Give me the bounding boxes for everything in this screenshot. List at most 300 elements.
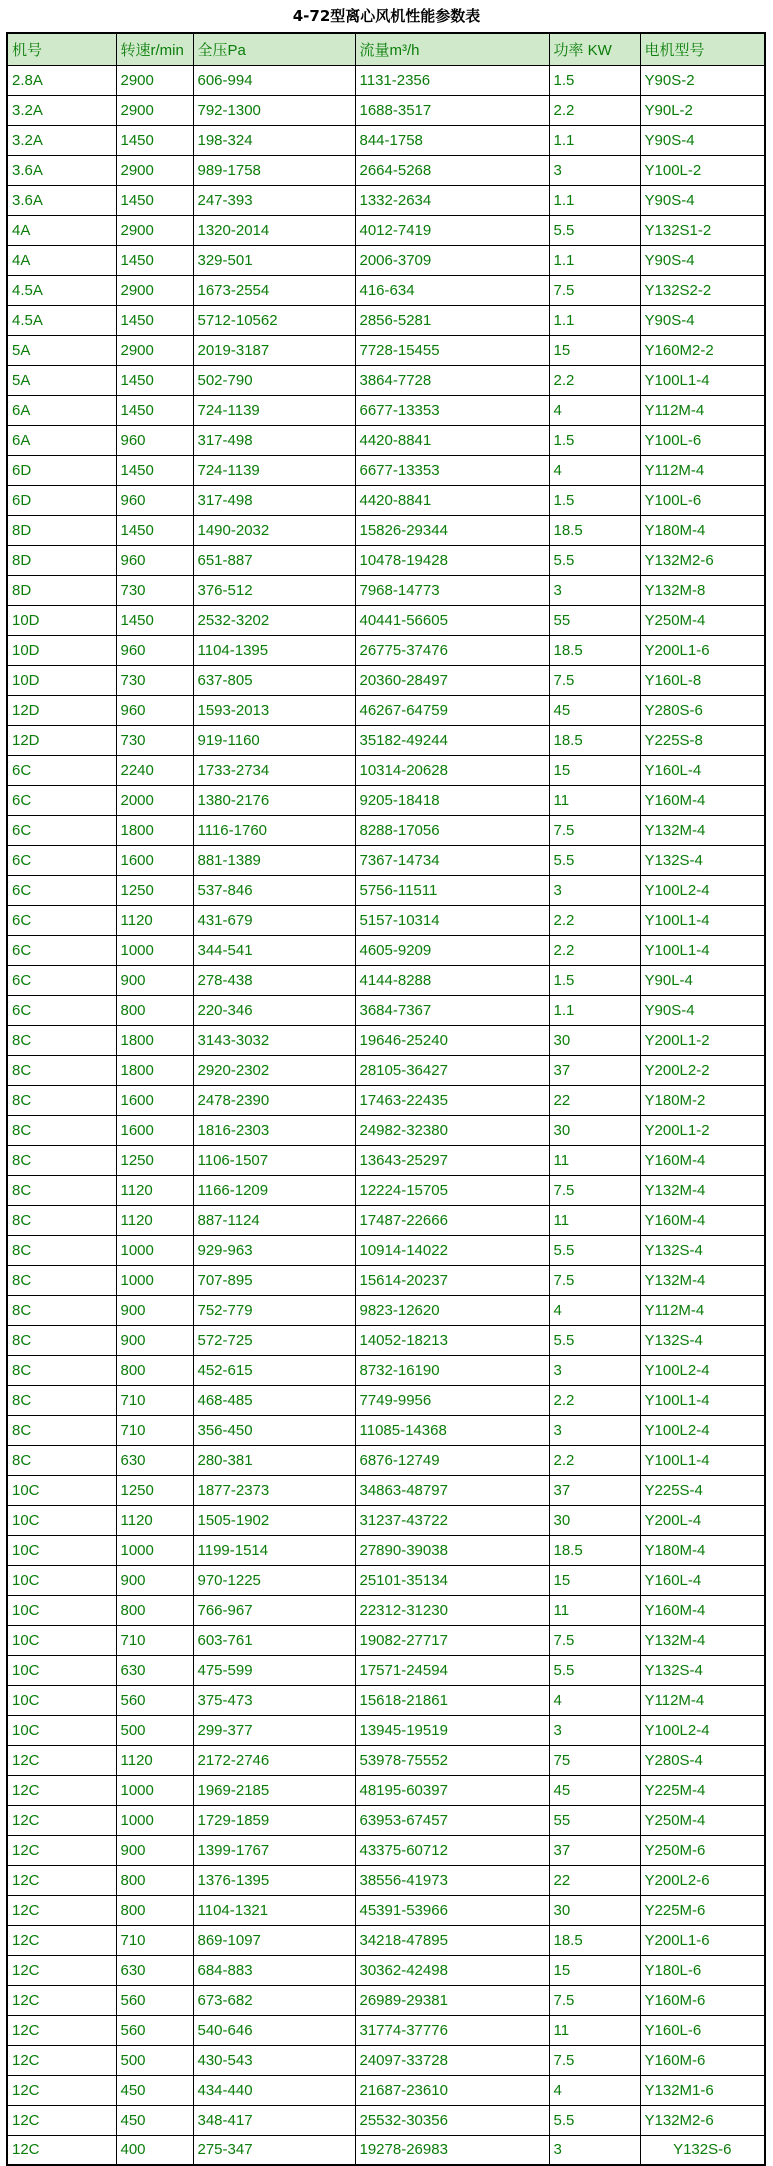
cell-motor: Y132S-4 (640, 1325, 765, 1355)
cell-motor: Y200L-4 (640, 1505, 765, 1535)
table-row (7, 2015, 765, 2045)
cell-pressure: 887-1124 (193, 1205, 355, 1235)
cell-pressure: 1969-2185 (193, 1775, 355, 1805)
cell-speed: 1000 (116, 1805, 193, 1835)
table-row (7, 1535, 765, 1565)
cell-flow: 7728-15455 (355, 335, 549, 365)
cell-motor: Y132M-4 (640, 1175, 765, 1205)
cell-model: 8C (7, 1055, 116, 1085)
cell-model: 6A (7, 425, 116, 455)
cell-pressure: 537-846 (193, 875, 355, 905)
table-row (7, 1385, 765, 1415)
cell-motor: Y100L-6 (640, 485, 765, 515)
cell-motor: Y160L-6 (640, 2015, 765, 2045)
table-row (7, 1295, 765, 1325)
cell-model: 3.6A (7, 185, 116, 215)
table-row (7, 1175, 765, 1205)
cell-pressure: 724-1139 (193, 455, 355, 485)
cell-power: 11 (549, 1145, 640, 1175)
cell-motor: Y250M-6 (640, 1835, 765, 1865)
cell-motor: Y160M-4 (640, 785, 765, 815)
cell-power: 3 (549, 875, 640, 905)
cell-model: 5A (7, 335, 116, 365)
table-row (7, 95, 765, 125)
table-head (7, 33, 765, 65)
cell-pressure: 280-381 (193, 1445, 355, 1475)
table-row (7, 875, 765, 905)
cell-speed: 2900 (116, 275, 193, 305)
table-row (7, 155, 765, 185)
cell-pressure: 1106-1507 (193, 1145, 355, 1175)
cell-model: 10C (7, 1685, 116, 1715)
cell-power: 3 (549, 1415, 640, 1445)
cell-motor: Y180M-4 (640, 515, 765, 545)
cell-power: 55 (549, 1805, 640, 1835)
cell-speed: 450 (116, 2105, 193, 2135)
table-row (7, 185, 765, 215)
cell-power: 22 (549, 1865, 640, 1895)
cell-pressure: 468-485 (193, 1385, 355, 1415)
table-row (7, 455, 765, 485)
cell-flow: 19278-26983 (355, 2135, 549, 2165)
cell-pressure: 970-1225 (193, 1565, 355, 1595)
table-row (7, 845, 765, 875)
cell-speed: 2900 (116, 155, 193, 185)
cell-flow: 35182-49244 (355, 725, 549, 755)
cell-power: 5.5 (549, 545, 640, 575)
cell-motor: Y132S-4 (640, 1655, 765, 1685)
cell-speed: 960 (116, 695, 193, 725)
cell-speed: 1600 (116, 845, 193, 875)
cell-speed: 450 (116, 2075, 193, 2105)
cell-motor: Y132M-4 (640, 815, 765, 845)
cell-flow: 19082-27717 (355, 1625, 549, 1655)
cell-pressure: 278-438 (193, 965, 355, 995)
cell-power: 2.2 (549, 1385, 640, 1415)
cell-pressure: 275-347 (193, 2135, 355, 2165)
cell-motor: Y280S-6 (640, 695, 765, 725)
cell-pressure: 572-725 (193, 1325, 355, 1355)
cell-flow: 63953-67457 (355, 1805, 549, 1835)
cell-flow: 4420-8841 (355, 485, 549, 515)
cell-power: 11 (549, 1205, 640, 1235)
cell-power: 4 (549, 455, 640, 485)
cell-motor: Y160M2-2 (640, 335, 765, 365)
cell-model: 12C (7, 1745, 116, 1775)
cell-model: 8C (7, 1175, 116, 1205)
table-row (7, 965, 765, 995)
table-row (7, 1325, 765, 1355)
cell-pressure: 502-790 (193, 365, 355, 395)
cell-speed: 1120 (116, 1175, 193, 1205)
cell-flow: 38556-41973 (355, 1865, 549, 1895)
cell-model: 8C (7, 1265, 116, 1295)
fan-parameters-table (6, 32, 766, 2166)
cell-flow: 2006-3709 (355, 245, 549, 275)
cell-model: 10C (7, 1475, 116, 1505)
cell-motor: Y100L2-4 (640, 875, 765, 905)
cell-speed: 1450 (116, 185, 193, 215)
cell-motor: Y132M-4 (640, 1265, 765, 1295)
cell-pressure: 329-501 (193, 245, 355, 275)
cell-motor: Y160L-4 (640, 755, 765, 785)
cell-flow: 21687-23610 (355, 2075, 549, 2105)
cell-pressure: 684-883 (193, 1955, 355, 1985)
cell-model: 12C (7, 1865, 116, 1895)
cell-model: 3.6A (7, 155, 116, 185)
table-row (7, 1415, 765, 1445)
cell-model: 8D (7, 515, 116, 545)
table-row (7, 1715, 765, 1745)
cell-motor: Y200L1-2 (640, 1025, 765, 1055)
cell-power: 3 (549, 575, 640, 605)
table-row (7, 515, 765, 545)
cell-motor: Y100L-6 (640, 425, 765, 455)
table-row (7, 575, 765, 605)
cell-pressure: 766-967 (193, 1595, 355, 1625)
cell-pressure: 2920-2302 (193, 1055, 355, 1085)
column-header-motor: 电机型号 (640, 33, 765, 65)
cell-pressure: 1104-1395 (193, 635, 355, 665)
cell-pressure: 344-541 (193, 935, 355, 965)
cell-motor: Y132M-4 (640, 1625, 765, 1655)
cell-power: 5.5 (549, 845, 640, 875)
cell-pressure: 1320-2014 (193, 215, 355, 245)
cell-flow: 27890-39038 (355, 1535, 549, 1565)
cell-model: 8D (7, 545, 116, 575)
cell-motor: Y100L1-4 (640, 365, 765, 395)
cell-power: 1.1 (549, 185, 640, 215)
cell-model: 8C (7, 1085, 116, 1115)
cell-speed: 1250 (116, 875, 193, 905)
cell-flow: 8732-16190 (355, 1355, 549, 1385)
cell-power: 30 (549, 1115, 640, 1145)
cell-speed: 710 (116, 1415, 193, 1445)
cell-flow: 416-634 (355, 275, 549, 305)
cell-flow: 6677-13353 (355, 455, 549, 485)
cell-power: 18.5 (549, 1925, 640, 1955)
table-row (7, 1145, 765, 1175)
cell-power: 7.5 (549, 275, 640, 305)
cell-power: 15 (549, 335, 640, 365)
cell-power: 11 (549, 2015, 640, 2045)
cell-model: 4.5A (7, 275, 116, 305)
cell-power: 11 (549, 1595, 640, 1625)
table-row (7, 665, 765, 695)
cell-speed: 900 (116, 1565, 193, 1595)
cell-model: 10D (7, 605, 116, 635)
table-row (7, 1205, 765, 1235)
cell-motor: Y200L2-2 (640, 1055, 765, 1085)
cell-flow: 6876-12749 (355, 1445, 549, 1475)
cell-speed: 1800 (116, 815, 193, 845)
table-row (7, 485, 765, 515)
cell-flow: 1131-2356 (355, 65, 549, 95)
cell-pressure: 651-887 (193, 545, 355, 575)
table-row (7, 815, 765, 845)
cell-pressure: 348-417 (193, 2105, 355, 2135)
cell-model: 10C (7, 1655, 116, 1685)
table-row (7, 1115, 765, 1145)
cell-motor: Y250M-4 (640, 605, 765, 635)
cell-speed: 1800 (116, 1055, 193, 1085)
cell-speed: 1120 (116, 1205, 193, 1235)
cell-pressure: 724-1139 (193, 395, 355, 425)
cell-power: 2.2 (549, 1445, 640, 1475)
cell-flow: 2856-5281 (355, 305, 549, 335)
cell-power: 2.2 (549, 95, 640, 125)
cell-model: 12C (7, 1985, 116, 2015)
cell-flow: 4420-8841 (355, 425, 549, 455)
cell-speed: 1450 (116, 455, 193, 485)
cell-motor: Y160L-8 (640, 665, 765, 695)
cell-motor: Y280S-4 (640, 1745, 765, 1775)
cell-model: 6C (7, 965, 116, 995)
cell-flow: 7968-14773 (355, 575, 549, 605)
cell-power: 1.1 (549, 125, 640, 155)
cell-pressure: 1505-1902 (193, 1505, 355, 1535)
cell-model: 6C (7, 815, 116, 845)
cell-speed: 730 (116, 575, 193, 605)
cell-flow: 20360-28497 (355, 665, 549, 695)
cell-model: 8C (7, 1145, 116, 1175)
cell-power: 7.5 (549, 1265, 640, 1295)
cell-flow: 34863-48797 (355, 1475, 549, 1505)
cell-speed: 900 (116, 1295, 193, 1325)
cell-motor: Y132S2-2 (640, 275, 765, 305)
cell-speed: 2900 (116, 215, 193, 245)
cell-flow: 43375-60712 (355, 1835, 549, 1865)
cell-speed: 2000 (116, 785, 193, 815)
cell-pressure: 2019-3187 (193, 335, 355, 365)
cell-motor: Y200L1-6 (640, 1925, 765, 1955)
cell-motor: Y225M-6 (640, 1895, 765, 1925)
cell-power: 45 (549, 1775, 640, 1805)
cell-power: 5.5 (549, 2105, 640, 2135)
cell-speed: 1000 (116, 1235, 193, 1265)
cell-power: 37 (549, 1835, 640, 1865)
table-row (7, 2075, 765, 2105)
cell-motor: Y90L-2 (640, 95, 765, 125)
cell-model: 12C (7, 1805, 116, 1835)
cell-speed: 900 (116, 1835, 193, 1865)
cell-flow: 7367-14734 (355, 845, 549, 875)
cell-power: 2.2 (549, 365, 640, 395)
cell-speed: 1450 (116, 245, 193, 275)
cell-model: 12C (7, 1895, 116, 1925)
cell-model: 10C (7, 1625, 116, 1655)
cell-speed: 1600 (116, 1085, 193, 1115)
cell-motor: Y132M1-6 (640, 2075, 765, 2105)
cell-model: 8D (7, 575, 116, 605)
cell-pressure: 637-805 (193, 665, 355, 695)
cell-speed: 800 (116, 995, 193, 1025)
cell-power: 18.5 (549, 725, 640, 755)
table-row (7, 635, 765, 665)
cell-motor: Y200L2-6 (640, 1865, 765, 1895)
cell-model: 4.5A (7, 305, 116, 335)
cell-pressure: 1380-2176 (193, 785, 355, 815)
cell-power: 15 (549, 1955, 640, 1985)
cell-model: 12C (7, 1925, 116, 1955)
cell-flow: 25101-35134 (355, 1565, 549, 1595)
cell-power: 30 (549, 1895, 640, 1925)
table-row (7, 905, 765, 935)
cell-pressure: 989-1758 (193, 155, 355, 185)
cell-pressure: 869-1097 (193, 1925, 355, 1955)
table-row (7, 395, 765, 425)
cell-pressure: 220-346 (193, 995, 355, 1025)
cell-power: 55 (549, 605, 640, 635)
table-row (7, 1055, 765, 1085)
cell-power: 15 (549, 755, 640, 785)
cell-power: 3 (549, 1715, 640, 1745)
cell-power: 22 (549, 1085, 640, 1115)
cell-pressure: 1166-1209 (193, 1175, 355, 1205)
cell-flow: 22312-31230 (355, 1595, 549, 1625)
cell-flow: 10478-19428 (355, 545, 549, 575)
table-row (7, 995, 765, 1025)
cell-speed: 960 (116, 545, 193, 575)
cell-pressure: 2532-3202 (193, 605, 355, 635)
cell-model: 6C (7, 785, 116, 815)
cell-speed: 630 (116, 1955, 193, 1985)
cell-speed: 800 (116, 1355, 193, 1385)
cell-motor: Y100L1-4 (640, 905, 765, 935)
cell-model: 8C (7, 1295, 116, 1325)
column-header-flow: 流量m³/h (355, 33, 549, 65)
cell-power: 4 (549, 1685, 640, 1715)
cell-model: 8C (7, 1415, 116, 1445)
cell-flow: 8288-17056 (355, 815, 549, 845)
cell-speed: 800 (116, 1865, 193, 1895)
cell-flow: 4144-8288 (355, 965, 549, 995)
table-row (7, 1355, 765, 1385)
table-row (7, 605, 765, 635)
cell-pressure: 376-512 (193, 575, 355, 605)
cell-pressure: 929-963 (193, 1235, 355, 1265)
cell-flow: 3684-7367 (355, 995, 549, 1025)
cell-flow: 5157-10314 (355, 905, 549, 935)
table-row (7, 1775, 765, 1805)
cell-speed: 1000 (116, 1535, 193, 1565)
cell-motor: Y100L1-4 (640, 1445, 765, 1475)
cell-pressure: 1376-1395 (193, 1865, 355, 1895)
cell-speed: 1000 (116, 935, 193, 965)
cell-pressure: 356-450 (193, 1415, 355, 1445)
cell-motor: Y160M-6 (640, 2045, 765, 2075)
cell-power: 37 (549, 1475, 640, 1505)
cell-model: 4A (7, 245, 116, 275)
cell-pressure: 606-994 (193, 65, 355, 95)
cell-flow: 17463-22435 (355, 1085, 549, 1115)
cell-speed: 630 (116, 1445, 193, 1475)
table-row (7, 1505, 765, 1535)
cell-flow: 45391-53966 (355, 1895, 549, 1925)
cell-speed: 800 (116, 1895, 193, 1925)
cell-power: 15 (549, 1565, 640, 1595)
table-row (7, 365, 765, 395)
cell-pressure: 452-615 (193, 1355, 355, 1385)
cell-speed: 1250 (116, 1475, 193, 1505)
cell-flow: 46267-64759 (355, 695, 549, 725)
cell-model: 6C (7, 935, 116, 965)
cell-power: 18.5 (549, 515, 640, 545)
cell-speed: 1120 (116, 905, 193, 935)
cell-model: 12C (7, 2075, 116, 2105)
cell-flow: 24097-33728 (355, 2045, 549, 2075)
cell-model: 4A (7, 215, 116, 245)
cell-flow: 17571-24594 (355, 1655, 549, 1685)
table-row (7, 1595, 765, 1625)
cell-power: 1.1 (549, 995, 640, 1025)
table-row (7, 335, 765, 365)
cell-speed: 1450 (116, 605, 193, 635)
cell-motor: Y160M-6 (640, 1985, 765, 2015)
cell-flow: 1332-2634 (355, 185, 549, 215)
cell-flow: 15826-29344 (355, 515, 549, 545)
cell-power: 5.5 (549, 1655, 640, 1685)
cell-model: 3.2A (7, 125, 116, 155)
cell-speed: 960 (116, 485, 193, 515)
cell-motor: Y160L-4 (640, 1565, 765, 1595)
cell-pressure: 1877-2373 (193, 1475, 355, 1505)
cell-model: 6D (7, 455, 116, 485)
cell-model: 8C (7, 1115, 116, 1145)
cell-power: 1.5 (549, 425, 640, 455)
cell-power: 1.5 (549, 485, 640, 515)
cell-speed: 710 (116, 1625, 193, 1655)
cell-motor: Y100L1-4 (640, 935, 765, 965)
cell-motor: Y200L1-2 (640, 1115, 765, 1145)
table-row (7, 1865, 765, 1895)
cell-motor: Y132M2-6 (640, 545, 765, 575)
cell-model: 8C (7, 1025, 116, 1055)
cell-flow: 10914-14022 (355, 1235, 549, 1265)
cell-pressure: 475-599 (193, 1655, 355, 1685)
table-row (7, 1745, 765, 1775)
cell-motor: Y132M-8 (640, 575, 765, 605)
cell-motor: Y132S1-2 (640, 215, 765, 245)
cell-speed: 1450 (116, 365, 193, 395)
cell-speed: 900 (116, 965, 193, 995)
cell-speed: 1000 (116, 1265, 193, 1295)
cell-speed: 2900 (116, 65, 193, 95)
cell-speed: 730 (116, 725, 193, 755)
cell-pressure: 434-440 (193, 2075, 355, 2105)
cell-pressure: 317-498 (193, 425, 355, 455)
cell-speed: 1450 (116, 305, 193, 335)
cell-power: 3 (549, 1355, 640, 1385)
table-row (7, 2045, 765, 2075)
cell-power: 5.5 (549, 215, 640, 245)
table-row (7, 1565, 765, 1595)
cell-speed: 710 (116, 1385, 193, 1415)
cell-model: 10D (7, 635, 116, 665)
cell-motor: Y132S-4 (640, 1235, 765, 1265)
cell-flow: 34218-47895 (355, 1925, 549, 1955)
cell-model: 12C (7, 2105, 116, 2135)
cell-pressure: 1116-1760 (193, 815, 355, 845)
table-row (7, 1955, 765, 1985)
table-row (7, 1655, 765, 1685)
cell-power: 7.5 (549, 815, 640, 845)
cell-pressure: 707-895 (193, 1265, 355, 1295)
cell-model: 12C (7, 1835, 116, 1865)
cell-pressure: 1816-2303 (193, 1115, 355, 1145)
cell-motor: Y112M-4 (640, 1295, 765, 1325)
cell-motor: Y112M-4 (640, 1685, 765, 1715)
